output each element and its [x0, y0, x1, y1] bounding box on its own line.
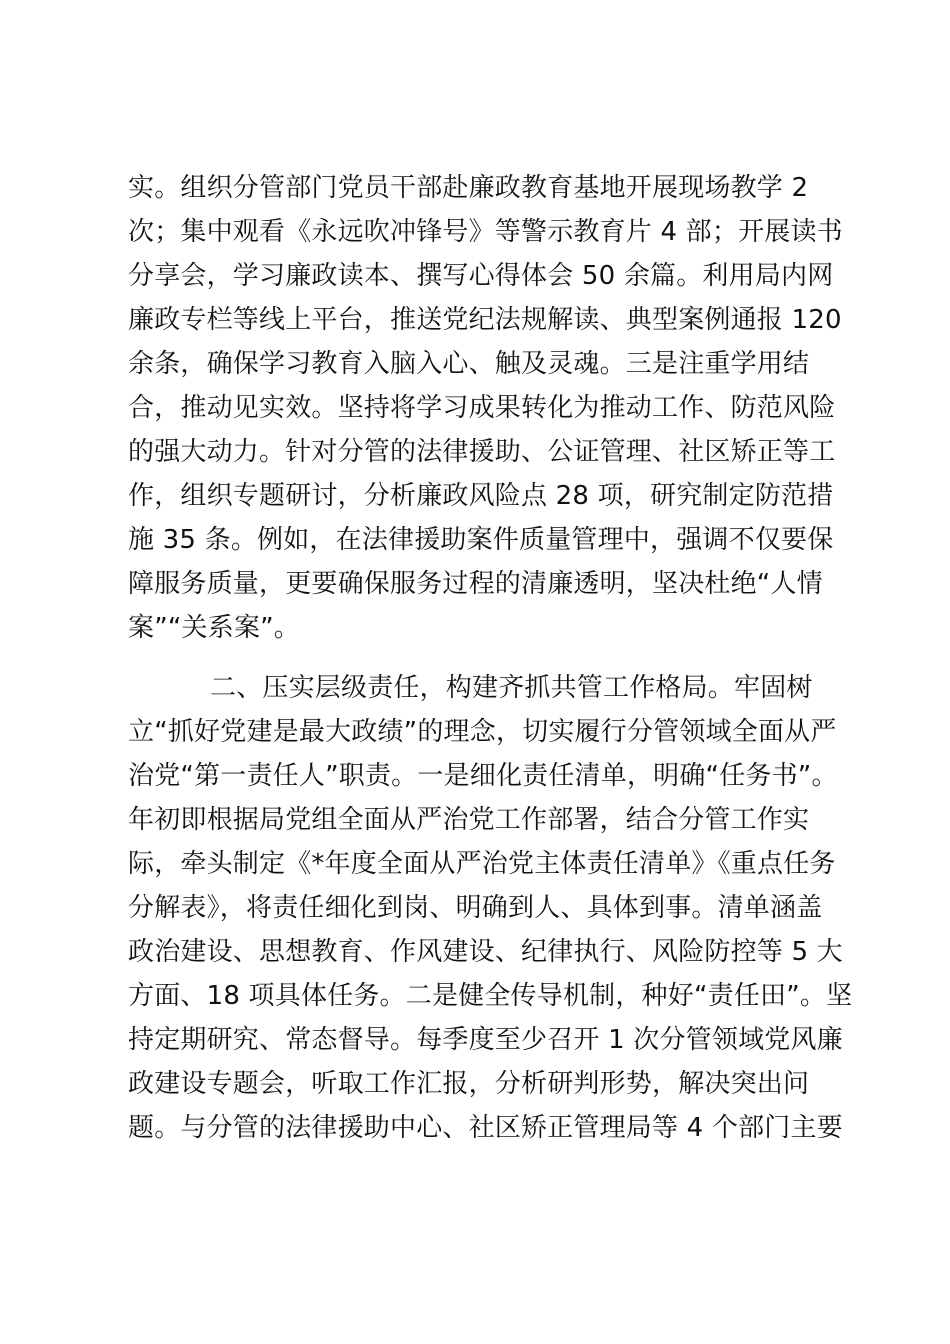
text-line: 实。组织分管部门党员干部赴廉政教育基地开展现场教学 2 [128, 173, 809, 203]
text-line: 持定期研究、常态督导。每季度至少召开 1 次分管领域党风廉 [128, 1025, 843, 1055]
text-line: 方面、18 项具体任务。二是健全传导机制，种好“责任田”。坚 [128, 981, 853, 1011]
text-line: 题。与分管的法律援助中心、社区矫正管理局等 4 个部门主要 [128, 1113, 843, 1143]
text-line: 合，推动见实效。坚持将学习成果转化为推动工作、防范风险 [128, 393, 836, 423]
text-line: 际，牵头制定《*年度全面从严治党主体责任清单》《重点任务 [128, 849, 836, 879]
text-line: 分解表》，将责任细化到岗、明确到人、具体到事。清单涵盖 [128, 893, 823, 923]
text-line: 治党“第一责任人”职责。一是细化责任清单，明确“任务书”。 [128, 761, 838, 791]
paragraph-heading-line: 二、压实层级责任，构建齐抓共管工作格局。牢固树 [210, 673, 813, 703]
text-line: 分享会，学习廉政读本、撰写心得体会 50 余篇。利用局内网 [128, 261, 834, 291]
text-line: 障服务质量，更要确保服务过程的清廉透明，坚决杜绝“人情 [128, 569, 823, 599]
text-line: 次；集中观看《永远吹冲锋号》等警示教育片 4 部；开展读书 [128, 217, 843, 247]
text-line: 政治建设、思想教育、作风建设、纪律执行、风险防控等 5 大 [128, 937, 843, 967]
text-line: 的强大动力。针对分管的法律援助、公证管理、社区矫正等工 [128, 437, 836, 467]
text-line: 作，组织专题研讨，分析廉政风险点 28 项，研究制定防范措 [128, 481, 834, 511]
text-line: 立“抓好党建是最大政绩”的理念，切实履行分管领域全面从严 [128, 717, 837, 747]
text-line: 年初即根据局党组全面从严治党工作部署，结合分管工作实 [128, 805, 810, 835]
text-line: 余条，确保学习教育入脑入心、触及灵魂。三是注重学用结 [128, 349, 810, 379]
text-line: 施 35 条。例如，在法律援助案件质量管理中，强调不仅要保 [128, 525, 834, 555]
text-line: 廉政专栏等线上平台，推送党纪法规解读、典型案例通报 120 [128, 305, 842, 335]
text-line: 案”“关系案”。 [128, 613, 301, 643]
text-line: 政建设专题会，听取工作汇报，分析研判形势，解决突出问 [128, 1069, 810, 1099]
